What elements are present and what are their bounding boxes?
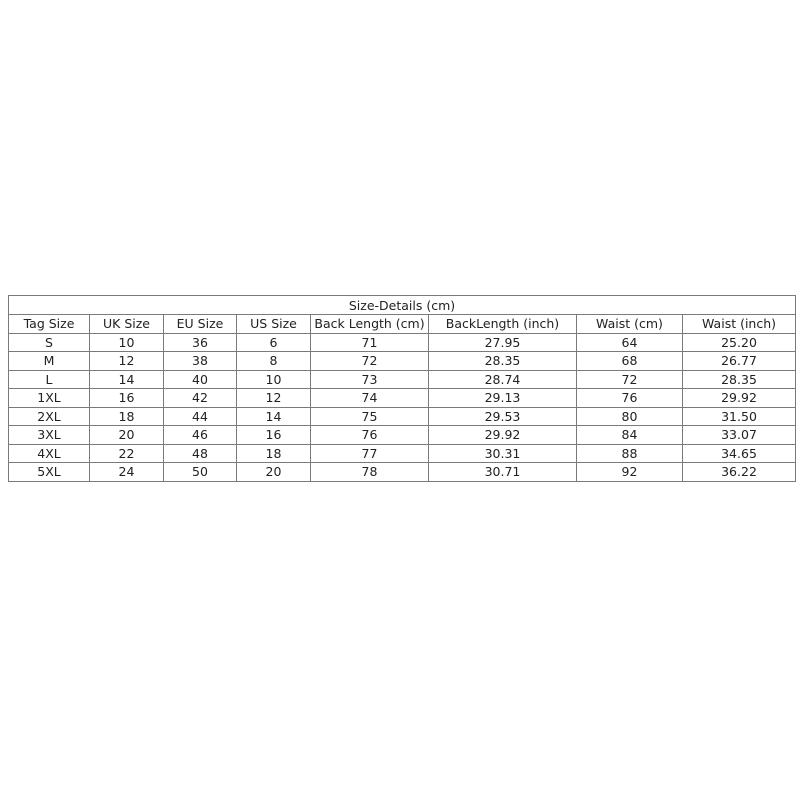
cell-eu-size: 48	[164, 444, 237, 463]
cell-us-size: 18	[237, 444, 311, 463]
cell-back-length-cm: 71	[311, 333, 429, 352]
cell-waist-cm: 84	[577, 426, 683, 445]
cell-back-length-inch: 29.13	[429, 389, 577, 408]
header-waist-cm: Waist (cm)	[577, 315, 683, 334]
cell-back-length-cm: 76	[311, 426, 429, 445]
cell-back-length-inch: 28.74	[429, 370, 577, 389]
cell-back-length-inch: 30.71	[429, 463, 577, 482]
cell-eu-size: 46	[164, 426, 237, 445]
cell-back-length-cm: 75	[311, 407, 429, 426]
cell-tag-size: 3XL	[9, 426, 90, 445]
cell-eu-size: 44	[164, 407, 237, 426]
cell-waist-cm: 80	[577, 407, 683, 426]
header-back-length-inch: BackLength (inch)	[429, 315, 577, 334]
cell-us-size: 6	[237, 333, 311, 352]
header-waist-inch: Waist (inch)	[683, 315, 796, 334]
cell-back-length-cm: 74	[311, 389, 429, 408]
header-uk-size: UK Size	[90, 315, 164, 334]
header-back-length-cm: Back Length (cm)	[311, 315, 429, 334]
cell-us-size: 10	[237, 370, 311, 389]
header-eu-size: EU Size	[164, 315, 237, 334]
cell-waist-cm: 72	[577, 370, 683, 389]
cell-uk-size: 14	[90, 370, 164, 389]
cell-uk-size: 20	[90, 426, 164, 445]
cell-waist-cm: 76	[577, 389, 683, 408]
cell-eu-size: 50	[164, 463, 237, 482]
cell-back-length-inch: 29.53	[429, 407, 577, 426]
cell-waist-inch: 33.07	[683, 426, 796, 445]
cell-tag-size: 2XL	[9, 407, 90, 426]
cell-waist-inch: 29.92	[683, 389, 796, 408]
table-row	[9, 444, 796, 463]
cell-uk-size: 18	[90, 407, 164, 426]
cell-waist-cm: 68	[577, 352, 683, 371]
cell-waist-cm: 64	[577, 333, 683, 352]
cell-uk-size: 10	[90, 333, 164, 352]
table-row	[9, 352, 796, 371]
cell-tag-size: M	[9, 352, 90, 371]
cell-tag-size: 1XL	[9, 389, 90, 408]
size-details-table	[8, 295, 796, 482]
cell-eu-size: 42	[164, 389, 237, 408]
table-row	[9, 333, 796, 352]
cell-back-length-cm: 77	[311, 444, 429, 463]
cell-waist-inch: 25.20	[683, 333, 796, 352]
table-title: Size-Details (cm)	[9, 296, 796, 315]
table-header-row	[9, 315, 796, 334]
cell-us-size: 20	[237, 463, 311, 482]
cell-eu-size: 36	[164, 333, 237, 352]
table-row	[9, 463, 796, 482]
cell-us-size: 16	[237, 426, 311, 445]
cell-back-length-cm: 72	[311, 352, 429, 371]
cell-uk-size: 22	[90, 444, 164, 463]
cell-waist-cm: 92	[577, 463, 683, 482]
cell-waist-cm: 88	[577, 444, 683, 463]
cell-us-size: 8	[237, 352, 311, 371]
cell-waist-inch: 36.22	[683, 463, 796, 482]
table-row	[9, 407, 796, 426]
header-tag-size: Tag Size	[9, 315, 90, 334]
cell-us-size: 14	[237, 407, 311, 426]
cell-uk-size: 24	[90, 463, 164, 482]
table-row	[9, 426, 796, 445]
cell-tag-size: L	[9, 370, 90, 389]
cell-us-size: 12	[237, 389, 311, 408]
cell-uk-size: 16	[90, 389, 164, 408]
cell-back-length-cm: 78	[311, 463, 429, 482]
cell-back-length-inch: 30.31	[429, 444, 577, 463]
cell-waist-inch: 31.50	[683, 407, 796, 426]
cell-back-length-inch: 29.92	[429, 426, 577, 445]
cell-back-length-inch: 27.95	[429, 333, 577, 352]
cell-waist-inch: 26.77	[683, 352, 796, 371]
header-us-size: US Size	[237, 315, 311, 334]
cell-back-length-inch: 28.35	[429, 352, 577, 371]
cell-eu-size: 40	[164, 370, 237, 389]
table-row	[9, 370, 796, 389]
table-title-row	[9, 296, 796, 315]
table-row	[9, 389, 796, 408]
cell-tag-size: S	[9, 333, 90, 352]
cell-waist-inch: 34.65	[683, 444, 796, 463]
cell-waist-inch: 28.35	[683, 370, 796, 389]
cell-back-length-cm: 73	[311, 370, 429, 389]
cell-tag-size: 5XL	[9, 463, 90, 482]
cell-eu-size: 38	[164, 352, 237, 371]
cell-uk-size: 12	[90, 352, 164, 371]
cell-tag-size: 4XL	[9, 444, 90, 463]
